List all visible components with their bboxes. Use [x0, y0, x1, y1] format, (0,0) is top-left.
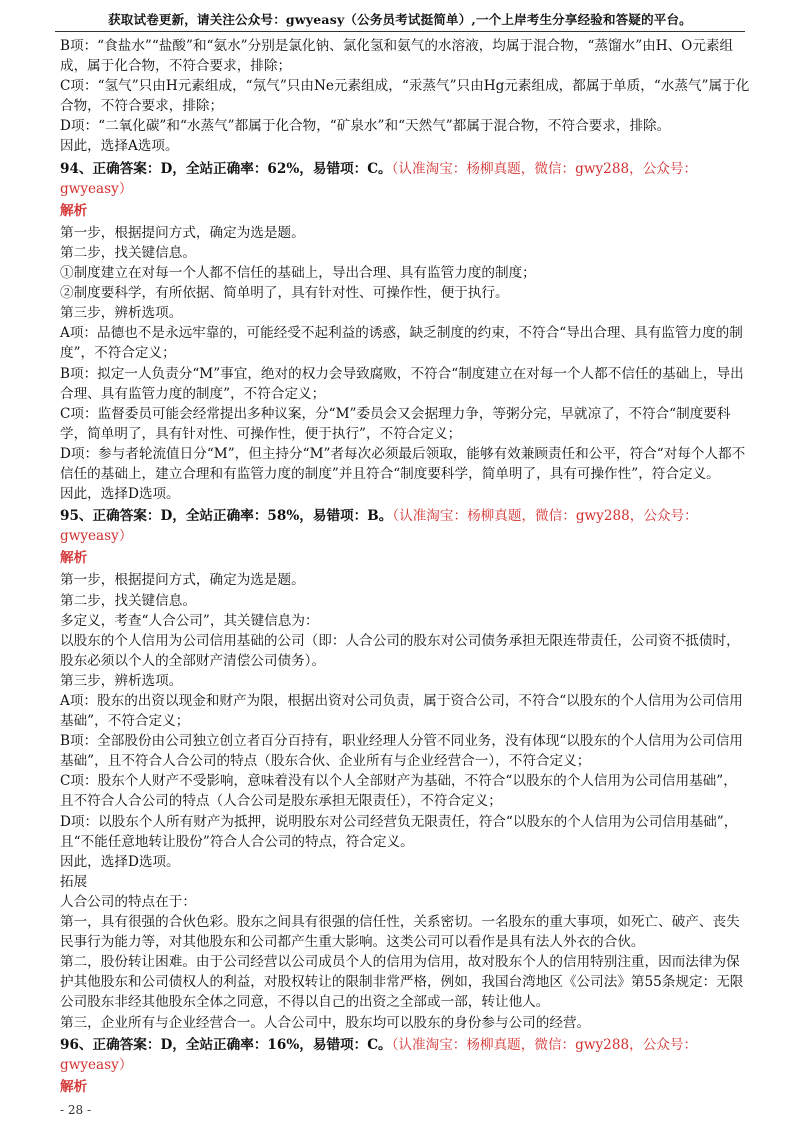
section-heading-jiexi: 解析: [60, 550, 88, 567]
answer-line-96: [60, 1035, 750, 1075]
paragraph: 第二步，找关键信息。: [60, 592, 196, 609]
paragraph: C项：“氢气”只由H元素组成，“氖气”只由Ne元素组成，“汞蒸气”只由Hg元素组成，都属于单质，“水蒸气”属于化合物，不符合要求，排除；: [60, 78, 750, 115]
paragraph: 第二，股份转让困难。由于公司经营以公司成员个人的信用为信用，故对股东个人的信用特别注重，因而法律为保护其他股东和公司债权人的利益，对股权转让的限制非常严格，例如，我国台湾地区《公司法》第55条规定：无限公司股东非经其他股东全体之同意，不得以自己的出资之全部或一部，转让他人。: [60, 954, 744, 1011]
question-96: [60, 1035, 750, 1097]
promo-text: （认准淘宝：杨柳真题，微信：gwy288，公众号：gwyeasy）: [60, 508, 698, 545]
paragraph: B项：“食盐水”“盐酸”和“氨水”分别是氯化钠、氯化氢和氨气的水溶液，均属于混合物，“蒸馏水”由H、O元素组成，属于化合物，不符合要求，排除；: [60, 38, 734, 75]
paragraph: 第一，具有很强的合伙色彩。股东之间具有很强的信任性，关系密切。一名股东的重大事项，如死亡、破产、丧失民事行为能力等，对其他股东和公司都产生重大影响。这类公司可以看作是具有法人外衣的合伙。: [60, 914, 740, 951]
paragraph: 多定义，考查“人合公司”，其关键信息为：: [60, 612, 319, 629]
paragraph: D项：“二氧化碳”和“水蒸气”都属于化合物，“矿泉水”和“天然气”都属于混合物，不符合要求，排除。: [60, 118, 671, 135]
paragraph: 人合公司的特点在于：: [60, 893, 196, 910]
question-95: [60, 506, 750, 1032]
paragraph: 以股东的个人信用为公司信用基础的公司（即：人合公司的股东对公司债务承担无限连带责任，公司资不抵债时，股东必须以个人的全部财产清偿公司债务）。: [60, 632, 740, 669]
paragraph: 因此，选择A选项。: [60, 138, 179, 155]
paragraph: ①制度建立在对每一个人都不信任的基础上，导出合理、具有监管力度的制度；: [60, 265, 536, 282]
paragraph: B项：拟定一人负责分“M”事宜，绝对的权力会导致腐败，不符合“制度建立在对每一个人都不信任的基础上，导出合理、具有监管力度的制度”，不符合定义；: [60, 365, 744, 402]
paragraph: 因此，选择D选项。: [60, 486, 180, 503]
paragraph: 第三步，辨析选项。: [60, 672, 183, 689]
section-heading-jiexi: 解析: [60, 202, 88, 219]
paragraph: A项：股东的出资以现金和财产为限，根据出资对公司负责，属于资合公司，不符合“以股东的个人信用为公司信用基础”，不符合定义；: [60, 693, 743, 730]
section-heading-tuozhan: 拓展: [60, 873, 88, 890]
paragraph: ②制度要科学，有所依据、简单明了，具有针对性、可操作性，便于执行。: [60, 285, 509, 302]
paragraph: 因此，选择D选项。: [60, 853, 180, 870]
paragraph: 第三步，辨析选项。: [60, 305, 183, 322]
paragraph: C项：监督委员可能会经常提出多种议案，分“M”委员会又会据理力争，等粥分完，早就凉了，不符合“制度要科学，简单明了，具有针对性、可操作性，便于执行”，不符合定义；: [60, 405, 731, 442]
paragraph: C项：股东个人财产不受影响，意味着没有以个人全部财产为基础，不符合“以股东的个人信用为公司信用基础”，且不符合人合公司的特点（人合公司是股东承担无限责任），不符合定义；: [60, 773, 737, 810]
header-divider: [55, 31, 745, 32]
paragraph: D项：以股东个人所有财产为抵押，说明股东对公司经营负无限责任，符合“以股东的个人信用为公司信用基础”，且“不能任意地转让股份”符合人合公司的特点，符合定义。: [60, 813, 738, 850]
paragraph: 第一步，根据提问方式，确定为选是题。: [60, 224, 305, 241]
page-content: [60, 36, 750, 1099]
paragraph: 第三，企业所有与企业经营合一。人合公司中，股东均可以股东的身份参与公司的经营。: [60, 1014, 591, 1031]
paragraph: B项：全部股份由公司独立创立者百分百持有，职业经理人分管不同业务，没有体现“以股东的个人信用为公司信用基础”，且不符合人合公司的特点（股东合伙、企业所有与企业经营合一），不符合定义；: [60, 733, 744, 770]
section-heading-jiexi: 解析: [60, 1078, 88, 1095]
question-94: [60, 159, 750, 505]
answer-text: 95、正确答案：D，全站正确率：58%，易错项：B。: [60, 508, 393, 525]
paragraph: 第一步，根据提问方式，确定为选是题。: [60, 572, 305, 589]
page-header: 获取试卷更新，请关注公众号：gwyeasy（公务员考试挺简单）,一个上岸考生分享经验和答疑的平台。: [108, 12, 692, 27]
promo-text: （认准淘宝：杨柳真题，微信：gwy288，公众号：gwyeasy）: [60, 160, 698, 197]
promo-text: （认准淘宝：杨柳真题，微信：gwy288，公众号：gwyeasy）: [60, 1036, 698, 1073]
answer-line-95: [60, 506, 750, 546]
page-number: - 28 -: [60, 1103, 92, 1117]
q93-explanation-tail: [60, 36, 750, 157]
paragraph: D项：参与者轮流值日分“M”，但主持分“M”者每次必须最后领取，能够有效兼顾责任和公平，符合“对每个人都不信任的基础上，建立合理和有监管力度的制度”并且符合“制度要科学，简单明了，具有可操作性”，符合定义。: [60, 445, 746, 482]
paragraph: A项：品德也不是永远牢靠的，可能经受不起利益的诱惑，缺乏制度的约束，不符合“导出合理、具有监管力度的制度”，不符合定义；: [60, 325, 743, 362]
answer-text: 96、正确答案：D，全站正确率：16%，易错项：C。: [60, 1036, 392, 1053]
paragraph: 第二步，找关键信息。: [60, 244, 196, 261]
answer-line-94: [60, 159, 750, 199]
answer-text: 94、正确答案：D，全站正确率：62%，易错项：C。: [60, 160, 392, 177]
